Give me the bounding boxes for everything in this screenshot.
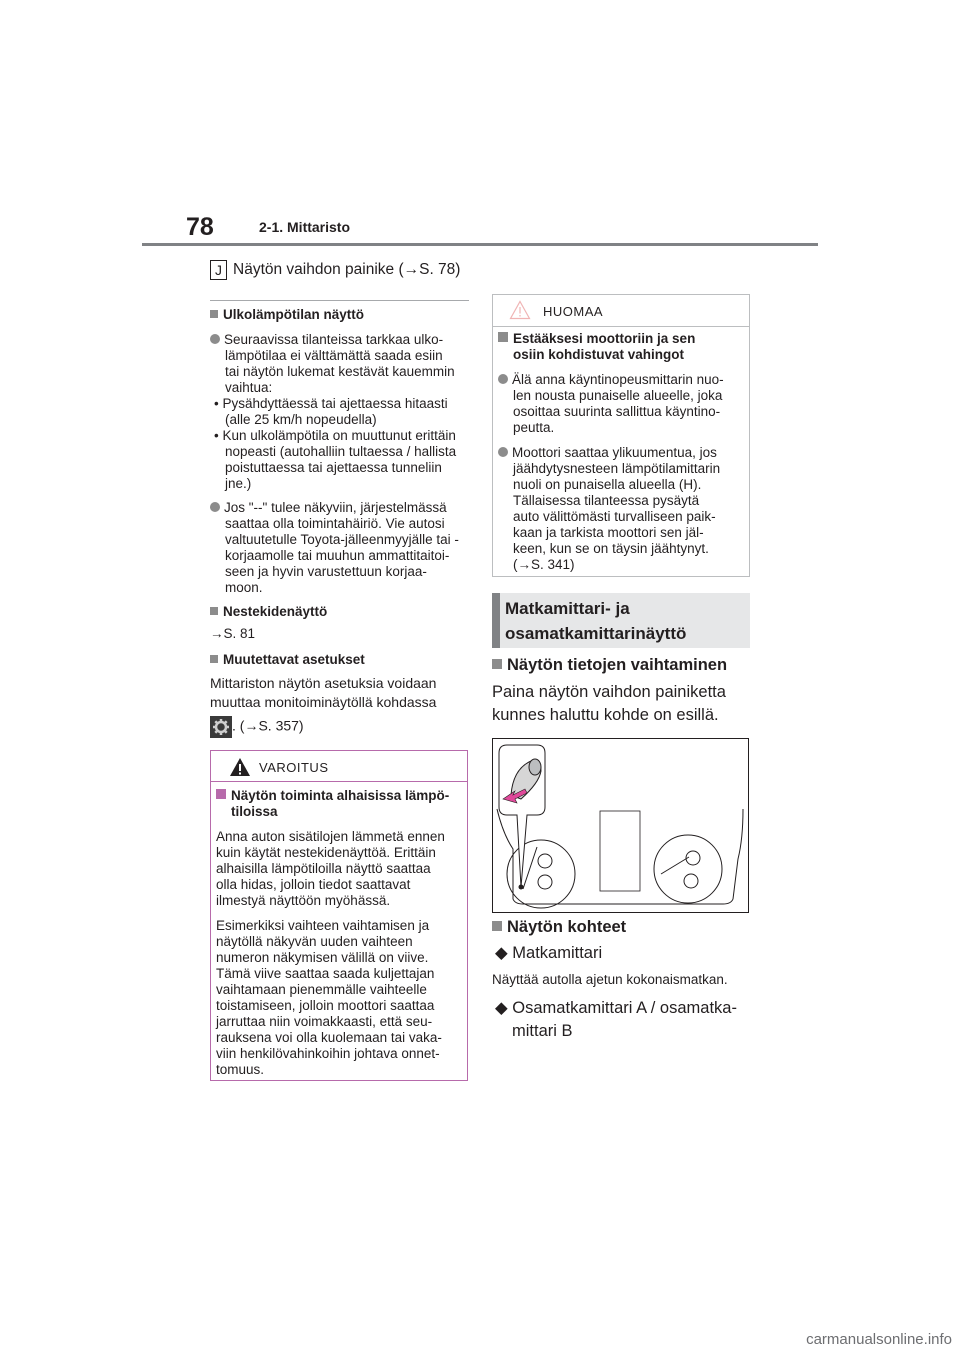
arrow-glyph: → (244, 717, 259, 734)
header-rule (142, 243, 818, 246)
display-items-section (492, 916, 754, 1043)
square-bullet-icon (210, 655, 218, 663)
switch-text-line: kunnes haluttu kohde on esillä. (492, 706, 719, 724)
round-bullet-icon (210, 334, 220, 344)
warning-body (211, 782, 467, 1078)
arrow-glyph: → (517, 557, 531, 572)
instrument-cluster-illustration (493, 739, 748, 912)
instrument-cluster-figure (492, 738, 749, 913)
square-bullet-icon (216, 789, 226, 799)
notice-title: HUOMAA (543, 304, 604, 319)
switch-text-line: Paina näytön vaihdon painiketta (492, 683, 726, 701)
square-bullet-icon (492, 921, 502, 931)
callout-ref: S. 78) (419, 261, 461, 279)
notice-box-header (493, 295, 749, 327)
settings-heading: Muutettavat asetukset (210, 652, 472, 668)
trip-label: ◆ Osamatkamittari A / osamatka- mittari B (495, 999, 737, 1040)
left-column (210, 307, 472, 738)
diamond-bullet-icon: ◆ (495, 944, 508, 962)
arrow-glyph: → (210, 626, 224, 641)
odometer-label: ◆ Matkamittari (495, 944, 603, 962)
callout-j (210, 260, 460, 280)
notice-item-1: Älä anna käyntinopeusmittarin nuo- len nousta punaiselle alueelle, joka osoittaa suurinta sallittua käyntino- peutta. (498, 372, 744, 436)
round-bullet-icon (210, 502, 220, 512)
running-head: 2-1. Mittaristo (259, 219, 351, 235)
switch-section (492, 654, 754, 727)
switch-heading: Näytön tietojen vaihtaminen (492, 654, 754, 677)
square-bullet-icon (498, 332, 508, 342)
round-bullet-icon (498, 447, 508, 457)
callout-key: J (210, 260, 227, 280)
page-number: 78 (186, 213, 214, 241)
outside-temp-item-2: Jos "--" tulee näkyviin, järjestelmässä saattaa olla toimintahäiriö. Vie autosi valtuutetulle Toyota-jälleenmyyjälle tai - korjaamolle tai muuhun ammattitaitoi- seen ja hyvin varustettuun korjaa- moon. (210, 500, 472, 596)
sub-bullet: • Pysähdyttäessä tai ajettaessa hitaasti (214, 396, 448, 411)
warning-para-1: Anna auton sisätilojen lämmetä ennen kuin käytät nestekidenäyttöä. Erittäin alhaisilla lämpötiloilla näyttö saattaa olla hidas, jolloin tiedot saattavat ilmestyä näyttöön myöhässä. (216, 829, 445, 908)
notice-box (492, 294, 750, 577)
notice-item-2: Moottori saattaa ylikuumentua, jos jäähdytysnesteen lämpötilamittarin nuoli on punaisella alueella (H). Tällaisessa tilanteessa pysäytä auto välittömästi turvalliseen paik- kaan ja tarkista moottori sen jäl- keen, kun se on täysin jäähtynyt. (→S. 341) (498, 445, 744, 573)
coolant-heading: Nestekidenäyttö (210, 604, 472, 620)
gear-icon (210, 716, 232, 738)
notice-body (493, 327, 749, 573)
warning-heading: Näytön toiminta alhaisissa lämpö- tiloissa (216, 788, 462, 820)
warning-para-2: Esimerkiksi vaihteen vaihtamisen ja näytöllä näkyvän uuden vaihteen numeron näkymisen välillä on viive. Tämä viive saattaa saada kuljettajan vaihtamaan pienemmälle vaihteelle toistamiseen, jolloin moottori saattaa jarruttaa niin voimakkaasti, että seu- rauksena voi olla kuolemaan tai vaka- viin henkilövahinkoihin johtava onnet- tomuus. (216, 918, 442, 1077)
notice-heading: Estääksesi moottoriin ja sen osiin kohdistuvat vahingot (498, 331, 744, 363)
warning-title: VAROITUS (259, 760, 329, 775)
arrow-glyph: → (403, 261, 420, 279)
square-bullet-icon (210, 607, 218, 615)
square-bullet-icon (492, 659, 502, 669)
caution-triangle-icon (509, 300, 531, 325)
section-title: Matkamittari- ja osamatkamittarinäyttö (505, 599, 687, 643)
watermark: carmanualsonline.info (806, 1331, 952, 1348)
outside-temp-item-1: Seuraavissa tilanteissa tarkkaa ulko- lämpötilaa ei välttämättä saada esiin tai näytön lukemat kestävät kauemmin vaihtua: • Pysähdyttäessä tai ajettaessa hitaasti (alle 25 km/h nopeudella) • Kun ulkolämpötila on muuttunut erittäin nopeasti (autohalliin tultaessa / hallista poistuttaessa tai ajettaessa tunneliin jne.) (210, 332, 472, 492)
left-column-rule (210, 300, 469, 301)
display-items-heading: Näytön kohteet (492, 916, 754, 939)
warning-box-header (211, 751, 467, 782)
round-bullet-icon (498, 374, 508, 384)
warning-box (210, 750, 468, 1081)
outside-temp-heading: Ulkolämpötilan näyttö (210, 307, 472, 323)
odometer-description: Näyttää autolla ajetun kokonaismatkan. (492, 972, 728, 987)
warning-triangle-icon (229, 757, 251, 782)
section-title-band (492, 593, 750, 648)
sub-bullet: • Kun ulkolämpötila on muuttunut erittäin (214, 428, 456, 443)
section-title-bar (492, 593, 500, 648)
callout-text: Näytön vaihdon painike ( (233, 261, 404, 279)
coolant-ref: →S. 81 (210, 626, 256, 641)
settings-text: Mittariston näytön asetuksia voidaan muuttaa monitoiminäytöllä kohdassa . (→S. 357) (210, 674, 472, 738)
diamond-bullet-icon: ◆ (495, 999, 508, 1017)
square-bullet-icon (210, 310, 218, 318)
